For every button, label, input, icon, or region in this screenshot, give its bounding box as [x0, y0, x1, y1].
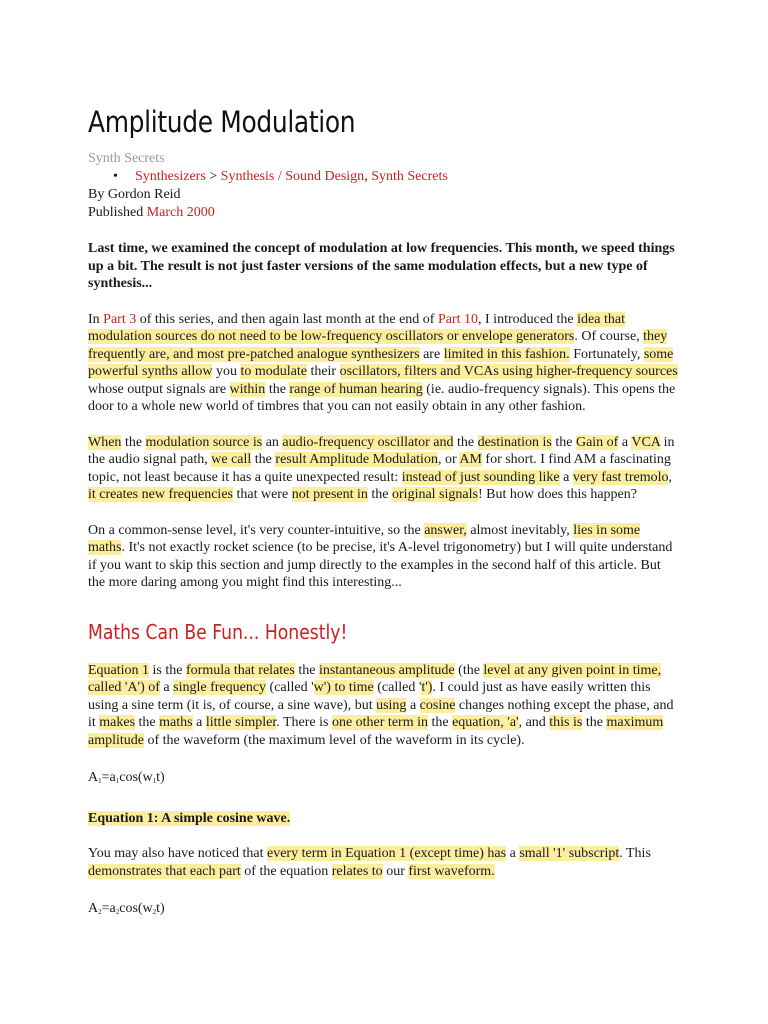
text: You may also have noticed that — [88, 846, 267, 861]
text: the — [582, 715, 607, 730]
text: a — [618, 434, 632, 450]
highlight: makes — [99, 715, 136, 730]
text: the — [265, 381, 290, 397]
text: in the audio signal path, — [88, 434, 675, 467]
text: of the equation — [240, 863, 332, 879]
text: . There is — [276, 715, 332, 730]
text: almost inevitably, — [466, 522, 574, 538]
highlight: range of human hearing — [289, 381, 423, 397]
highlight: single frequency — [173, 680, 267, 695]
text: (ie. audio-frequency signals). This opens the door to a whole new world of timbres that you can not easily obtain in any other fashion. — [88, 381, 676, 414]
highlight: using — [376, 697, 407, 713]
highlight: destination is — [477, 434, 552, 450]
equation-1 — [88, 769, 680, 790]
text: whose output signals are — [88, 381, 230, 397]
text: our — [382, 863, 409, 879]
highlight: little simpler — [205, 715, 277, 730]
highlight: formula that relates — [186, 662, 295, 678]
text: (the — [454, 662, 484, 678]
bullet: • — [113, 169, 118, 184]
published-label: Published — [88, 205, 147, 220]
text: of this series, and then again last month at the end of — [136, 311, 438, 327]
highlight: audio-frequency oscillator and — [282, 434, 454, 450]
text: (called ' — [373, 680, 422, 695]
breadcrumb-link-synth-secrets[interactable]: Synth Secrets — [371, 169, 448, 184]
highlight: maths — [159, 715, 193, 730]
text: a — [159, 680, 174, 695]
highlight: modulation source is — [145, 434, 263, 450]
highlight: instead of just sounding like — [401, 469, 560, 485]
text: changes nothing except the phase, and it — [88, 697, 674, 730]
highlight: idea that modulation sources do not need to be low-frequency oscillators or envelope generators — [88, 311, 625, 344]
breadcrumb-separator: > — [205, 169, 221, 184]
text: , and — [518, 715, 550, 730]
equation-subscript: 1 — [98, 777, 102, 785]
equation-text: A — [88, 901, 99, 916]
highlight: not present in — [291, 487, 368, 502]
highlight: every term in Equation 1 (except time) has — [267, 846, 507, 861]
text: is the — [149, 662, 186, 678]
text: you — [212, 364, 241, 379]
text: . Of course, — [574, 329, 644, 344]
text: the — [427, 715, 453, 730]
highlight: first waveform. — [408, 863, 495, 879]
text: the — [453, 434, 478, 450]
highlight: lies in some maths — [88, 522, 641, 555]
paragraph-3 — [88, 522, 680, 592]
highlight: within — [229, 381, 266, 397]
highlight: oscillators, filters and VCAs using higher-frequency sources — [339, 364, 678, 379]
text: are — [419, 346, 444, 362]
highlight: this is — [549, 715, 583, 730]
published-line — [88, 204, 680, 222]
highlight: result Amplitude Modulation — [275, 452, 438, 467]
highlight: one other term in — [331, 715, 428, 730]
text: a — [559, 469, 573, 485]
highlight: w') to time — [313, 680, 374, 695]
equation-text: cos(w — [119, 770, 153, 785]
highlight: answer, — [424, 522, 467, 538]
text: . This — [619, 846, 651, 861]
text: the — [121, 434, 146, 450]
text: On a common-sense level, it's very counter-intuitive, so the — [88, 522, 425, 538]
text: the — [251, 452, 276, 467]
equation-2 — [88, 900, 680, 921]
text: the — [367, 487, 393, 502]
highlight: relates to — [331, 863, 383, 879]
text: their — [306, 364, 340, 379]
equation-1-caption — [88, 810, 680, 827]
equation-text: =a — [101, 770, 116, 785]
text: the — [294, 662, 319, 678]
paragraph-2 — [88, 434, 680, 504]
text: a — [192, 715, 206, 730]
paragraph-5 — [88, 845, 680, 880]
category-label: Synth Secrets — [88, 151, 165, 166]
article-lead: Last time, we examined the concept of modulation at low frequencies. This month, we speed things up a bit. The result is not just faster versions of the same modulation effects, but a new type of synthesis... — [88, 241, 675, 291]
highlight: small '1' subscript — [519, 846, 620, 861]
highlight: it creates new frequencies — [88, 487, 233, 502]
text: a — [506, 846, 520, 861]
highlight: VCA — [631, 434, 661, 450]
text: . I could just as have easily written this using a sine term (it is, of course, a sine wave), but — [88, 680, 651, 713]
equation-text: =a — [101, 901, 116, 916]
text: of the waveform (the maximum level of the waveform in its cycle). — [144, 732, 525, 748]
text: Fortunately, — [569, 346, 644, 362]
paragraph-4 — [88, 662, 680, 750]
link-part-10[interactable]: Part 10 — [437, 311, 479, 327]
section-heading: Maths Can Be Fun... Honestly! — [88, 619, 348, 644]
equation-subscript: 1 — [115, 777, 120, 785]
published-date-link[interactable]: March 2000 — [146, 205, 215, 220]
highlight: maximum amplitude — [88, 715, 664, 748]
text: ! But how does this happen? — [477, 487, 637, 502]
equation-subscript: 2 — [115, 908, 120, 916]
text: the — [551, 434, 576, 450]
highlight: original signals — [392, 487, 478, 502]
highlight: cosine — [419, 697, 456, 713]
highlight: Equation 1: A simple cosine wave. — [88, 811, 291, 826]
breadcrumb-link-synthesis-sound-design[interactable]: Synthesis / Sound Design — [220, 169, 365, 184]
byline: By Gordon Reid — [88, 187, 181, 202]
text: the — [135, 715, 160, 730]
text: (called ' — [266, 680, 314, 695]
text: In — [88, 311, 104, 327]
highlight: AM — [459, 452, 482, 467]
highlight: When — [88, 434, 122, 450]
page-title: Amplitude Modulation — [88, 105, 356, 139]
highlight: level at any given point in time, called 'A') of — [88, 662, 662, 695]
breadcrumb-link-synthesizers[interactable]: Synthesizers — [135, 169, 206, 184]
highlight: to modulate — [240, 364, 307, 379]
breadcrumb-separator: , — [364, 169, 372, 184]
text: that were — [232, 487, 292, 502]
equation-subscript: 1 — [152, 777, 157, 785]
equation-text: t) — [156, 770, 165, 785]
text: , or — [437, 452, 460, 467]
text: . It's not exactly rocket science (to be precise, it's A-level trigonometry) but I will quite understand if you want to skip this section and jump directly to the examples in the second half of this article. But the more daring among you might find this interesting... — [88, 540, 673, 590]
equation-text: A — [88, 770, 99, 785]
text: , — [668, 469, 672, 485]
breadcrumb-item — [135, 168, 680, 186]
highlight: very fast tremolo — [572, 469, 669, 485]
highlight: t') — [421, 680, 433, 695]
highlight: demonstrates that each part — [88, 863, 241, 879]
highlight: equation, 'a' — [452, 715, 519, 730]
paragraph-1 — [88, 311, 680, 416]
text: an — [262, 434, 283, 450]
highlight: instantaneous amplitude — [318, 662, 455, 678]
text: a — [406, 697, 420, 713]
highlight: Gain of — [575, 434, 619, 450]
text: , I introduced the — [478, 311, 578, 327]
highlight: we call — [211, 452, 252, 467]
highlight: limited in this fashion. — [443, 346, 570, 362]
equation-text: cos(w — [119, 901, 153, 916]
equation-text: t) — [156, 901, 165, 916]
breadcrumb — [88, 168, 680, 186]
link-part-3[interactable]: Part 3 — [103, 311, 137, 327]
highlight: Equation 1 — [88, 662, 150, 678]
text: for short. I find AM a fascinating topic, not least because it has a quite unexpected result: — [88, 452, 671, 485]
highlight: they frequently are, and most pre-patched analogue synthesizers — [88, 329, 668, 362]
equation-subscript: 2 — [98, 908, 102, 916]
equation-subscript: 2 — [152, 908, 157, 916]
highlight: some powerful synths allow — [88, 346, 674, 379]
